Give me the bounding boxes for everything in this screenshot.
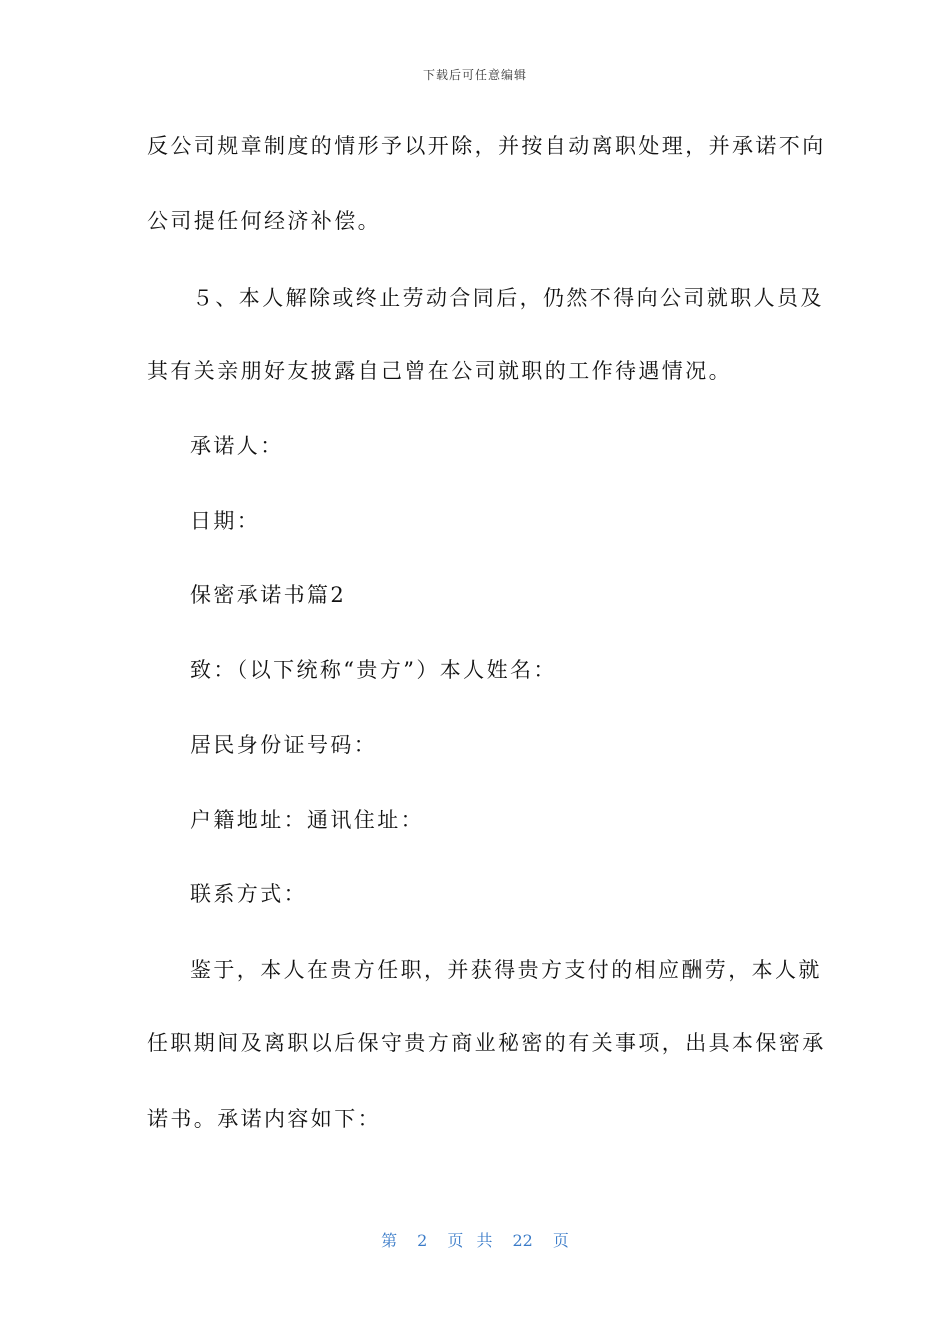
page-header: 下载后可任意编辑 [422,68,527,82]
body-line-11: 联系方式： [190,882,307,906]
body-line-5: 承诺人： [190,434,284,458]
footer-page-number: 2 [417,1231,428,1250]
section-title: 保密承诺书篇2 [190,583,347,607]
body-line-13: 任职期间及离职以后保守贵方商业秘密的有关事项，出具本保密承 [147,1031,826,1055]
body-line-10: 户籍地址：通讯住址： [190,808,424,832]
body-line-2: 公司提任何经济补偿。 [147,209,381,233]
body-line-9: 居民身份证号码： [190,733,378,757]
footer-total-pages: 22 [512,1231,533,1250]
body-line-14: 诺书。承诺内容如下： [147,1107,381,1131]
body-line-3: ５、本人解除或终止劳动合同后，仍然不得向公司就职人员及 [192,286,824,310]
body-line-8: 致：（以下统称“贵方”）本人姓名： [190,658,557,682]
footer-middle: 页 共 [447,1231,493,1250]
body-line-6: 日期： [190,509,261,533]
page-footer [0,1228,950,1251]
footer-suffix: 页 [552,1231,569,1250]
body-line-12: 鉴于，本人在贵方任职，并获得贵方支付的相应酬劳，本人就 [190,958,822,982]
body-line-4: 其有关亲朋好友披露自己曾在公司就职的工作待遇情况。 [147,359,732,383]
body-line-1: 反公司规章制度的情形予以开除，并按自动离职处理，并承诺不向 [147,134,826,158]
footer-prefix: 第 [381,1231,398,1250]
